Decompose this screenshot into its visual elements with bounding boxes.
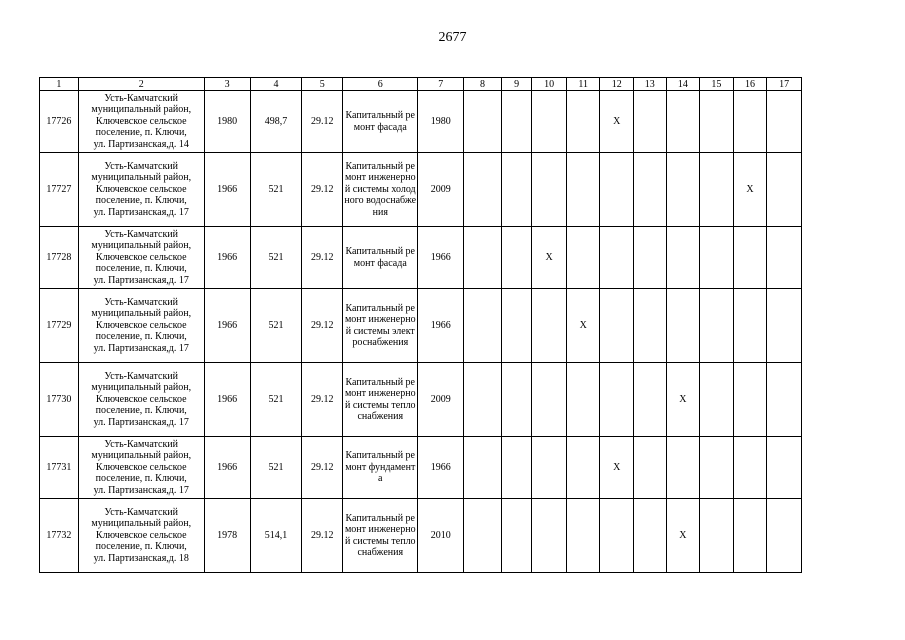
table-row bbox=[40, 363, 802, 437]
build-year-cell: 1980 bbox=[204, 91, 250, 153]
page-number: 2677 bbox=[438, 30, 467, 45]
work-year-cell: 1980 bbox=[418, 91, 464, 153]
date-cell: 29.12 bbox=[302, 363, 343, 437]
mark-cell: X bbox=[600, 91, 634, 153]
empty-cell bbox=[566, 227, 600, 289]
address-cell: Усть-Камчатский муниципальный район, Ключевское сельское поселение, п. Ключи, ул. Партизанская,д. 17 bbox=[78, 153, 204, 227]
column-number-15: 15 bbox=[700, 78, 734, 91]
area-cell: 521 bbox=[250, 363, 302, 437]
empty-cell bbox=[634, 363, 667, 437]
address-cell: Усть-Камчатский муниципальный район, Ключевское сельское поселение, п. Ключи, ул. Партизанская,д. 14 bbox=[78, 91, 204, 153]
column-number-6: 6 bbox=[343, 78, 418, 91]
work-type-cell: Капитальный ремонт инженерной системы теплоснабжения bbox=[343, 363, 418, 437]
empty-cell bbox=[566, 363, 600, 437]
work-type-cell: Капитальный ремонт фасада bbox=[343, 227, 418, 289]
mark-cell: X bbox=[600, 437, 634, 499]
address-cell: Усть-Камчатский муниципальный район, Ключевское сельское поселение, п. Ключи, ул. Партизанская,д. 17 bbox=[78, 363, 204, 437]
empty-cell bbox=[634, 437, 667, 499]
empty-cell bbox=[600, 363, 634, 437]
area-cell: 521 bbox=[250, 227, 302, 289]
column-number-4: 4 bbox=[250, 78, 302, 91]
work-year-cell: 1966 bbox=[418, 437, 464, 499]
empty-cell bbox=[501, 363, 532, 437]
empty-cell bbox=[767, 227, 802, 289]
build-year-cell: 1978 bbox=[204, 499, 250, 573]
date-cell: 29.12 bbox=[302, 437, 343, 499]
column-number-3: 3 bbox=[204, 78, 250, 91]
empty-cell bbox=[501, 289, 532, 363]
date-cell: 29.12 bbox=[302, 499, 343, 573]
build-year-cell: 1966 bbox=[204, 363, 250, 437]
empty-cell bbox=[700, 153, 734, 227]
empty-cell bbox=[464, 153, 502, 227]
registry-table bbox=[39, 77, 802, 573]
empty-cell bbox=[464, 499, 502, 573]
work-year-cell: 2009 bbox=[418, 153, 464, 227]
column-number-row bbox=[40, 78, 802, 91]
record-id-cell: 17728 bbox=[40, 227, 79, 289]
work-year-cell: 1966 bbox=[418, 289, 464, 363]
empty-cell bbox=[501, 153, 532, 227]
record-id-cell: 17730 bbox=[40, 363, 79, 437]
empty-cell bbox=[700, 437, 734, 499]
empty-cell bbox=[501, 91, 532, 153]
column-number-17: 17 bbox=[767, 78, 802, 91]
empty-cell bbox=[600, 289, 634, 363]
column-number-16: 16 bbox=[733, 78, 767, 91]
table-row bbox=[40, 499, 802, 573]
mark-cell: X bbox=[666, 363, 700, 437]
empty-cell bbox=[767, 437, 802, 499]
date-cell: 29.12 bbox=[302, 91, 343, 153]
build-year-cell: 1966 bbox=[204, 153, 250, 227]
empty-cell bbox=[767, 363, 802, 437]
empty-cell bbox=[733, 91, 767, 153]
column-number-12: 12 bbox=[600, 78, 634, 91]
area-cell: 521 bbox=[250, 437, 302, 499]
empty-cell bbox=[767, 289, 802, 363]
empty-cell bbox=[634, 153, 667, 227]
record-id-cell: 17726 bbox=[40, 91, 79, 153]
column-number-9: 9 bbox=[501, 78, 532, 91]
address-cell: Усть-Камчатский муниципальный район, Ключевское сельское поселение, п. Ключи, ул. Партизанская,д. 17 bbox=[78, 227, 204, 289]
empty-cell bbox=[733, 227, 767, 289]
empty-cell bbox=[464, 91, 502, 153]
empty-cell bbox=[700, 289, 734, 363]
empty-cell bbox=[634, 499, 667, 573]
empty-cell bbox=[700, 499, 734, 573]
empty-cell bbox=[666, 227, 700, 289]
empty-cell bbox=[501, 227, 532, 289]
mark-cell: X bbox=[532, 227, 567, 289]
column-number-13: 13 bbox=[634, 78, 667, 91]
empty-cell bbox=[600, 499, 634, 573]
column-number-14: 14 bbox=[666, 78, 700, 91]
empty-cell bbox=[733, 289, 767, 363]
empty-cell bbox=[666, 437, 700, 499]
build-year-cell: 1966 bbox=[204, 227, 250, 289]
mark-cell: X bbox=[666, 499, 700, 573]
empty-cell bbox=[666, 91, 700, 153]
empty-cell bbox=[666, 153, 700, 227]
empty-cell bbox=[566, 437, 600, 499]
date-cell: 29.12 bbox=[302, 289, 343, 363]
empty-cell bbox=[733, 437, 767, 499]
empty-cell bbox=[700, 91, 734, 153]
empty-cell bbox=[767, 91, 802, 153]
address-cell: Усть-Камчатский муниципальный район, Ключевское сельское поселение, п. Ключи, ул. Партизанская,д. 18 bbox=[78, 499, 204, 573]
empty-cell bbox=[464, 437, 502, 499]
record-id-cell: 17732 bbox=[40, 499, 79, 573]
table-body bbox=[40, 91, 802, 573]
table-row bbox=[40, 437, 802, 499]
record-id-cell: 17727 bbox=[40, 153, 79, 227]
empty-cell bbox=[532, 499, 567, 573]
column-number-10: 10 bbox=[532, 78, 567, 91]
empty-cell bbox=[532, 363, 567, 437]
empty-cell bbox=[464, 363, 502, 437]
empty-cell bbox=[767, 153, 802, 227]
area-cell: 514,1 bbox=[250, 499, 302, 573]
area-cell: 521 bbox=[250, 289, 302, 363]
empty-cell bbox=[666, 289, 700, 363]
date-cell: 29.12 bbox=[302, 153, 343, 227]
mark-cell: X bbox=[733, 153, 767, 227]
empty-cell bbox=[733, 363, 767, 437]
work-type-cell: Капитальный ремонт инженерной системы электроснабжения bbox=[343, 289, 418, 363]
empty-cell bbox=[566, 91, 600, 153]
empty-cell bbox=[634, 91, 667, 153]
table-row bbox=[40, 153, 802, 227]
empty-cell bbox=[700, 227, 734, 289]
address-cell: Усть-Камчатский муниципальный район, Ключевское сельское поселение, п. Ключи, ул. Партизанская,д. 17 bbox=[78, 289, 204, 363]
area-cell: 521 bbox=[250, 153, 302, 227]
empty-cell bbox=[532, 91, 567, 153]
empty-cell bbox=[600, 227, 634, 289]
record-id-cell: 17729 bbox=[40, 289, 79, 363]
work-type-cell: Капитальный ремонт фасада bbox=[343, 91, 418, 153]
mark-cell: X bbox=[566, 289, 600, 363]
column-number-7: 7 bbox=[418, 78, 464, 91]
column-number-1: 1 bbox=[40, 78, 79, 91]
work-type-cell: Капитальный ремонт фундамента bbox=[343, 437, 418, 499]
column-number-2: 2 bbox=[78, 78, 204, 91]
empty-cell bbox=[532, 289, 567, 363]
empty-cell bbox=[501, 499, 532, 573]
empty-cell bbox=[634, 289, 667, 363]
empty-cell bbox=[634, 227, 667, 289]
build-year-cell: 1966 bbox=[204, 437, 250, 499]
work-year-cell: 1966 bbox=[418, 227, 464, 289]
record-id-cell: 17731 bbox=[40, 437, 79, 499]
empty-cell bbox=[566, 499, 600, 573]
work-year-cell: 2009 bbox=[418, 363, 464, 437]
column-number-8: 8 bbox=[464, 78, 502, 91]
empty-cell bbox=[733, 499, 767, 573]
empty-cell bbox=[767, 499, 802, 573]
empty-cell bbox=[566, 153, 600, 227]
empty-cell bbox=[532, 153, 567, 227]
work-type-cell: Капитальный ремонт инженерной системы холодного водоснабжения bbox=[343, 153, 418, 227]
empty-cell bbox=[600, 153, 634, 227]
work-type-cell: Капитальный ремонт инженерной системы теплоснабжения bbox=[343, 499, 418, 573]
column-number-11: 11 bbox=[566, 78, 600, 91]
empty-cell bbox=[464, 289, 502, 363]
area-cell: 498,7 bbox=[250, 91, 302, 153]
empty-cell bbox=[464, 227, 502, 289]
empty-cell bbox=[700, 363, 734, 437]
empty-cell bbox=[501, 437, 532, 499]
build-year-cell: 1966 bbox=[204, 289, 250, 363]
empty-cell bbox=[532, 437, 567, 499]
table-row bbox=[40, 289, 802, 363]
work-year-cell: 2010 bbox=[418, 499, 464, 573]
table-row bbox=[40, 227, 802, 289]
address-cell: Усть-Камчатский муниципальный район, Ключевское сельское поселение, п. Ключи, ул. Партизанская,д. 17 bbox=[78, 437, 204, 499]
column-number-5: 5 bbox=[302, 78, 343, 91]
table-row bbox=[40, 91, 802, 153]
date-cell: 29.12 bbox=[302, 227, 343, 289]
